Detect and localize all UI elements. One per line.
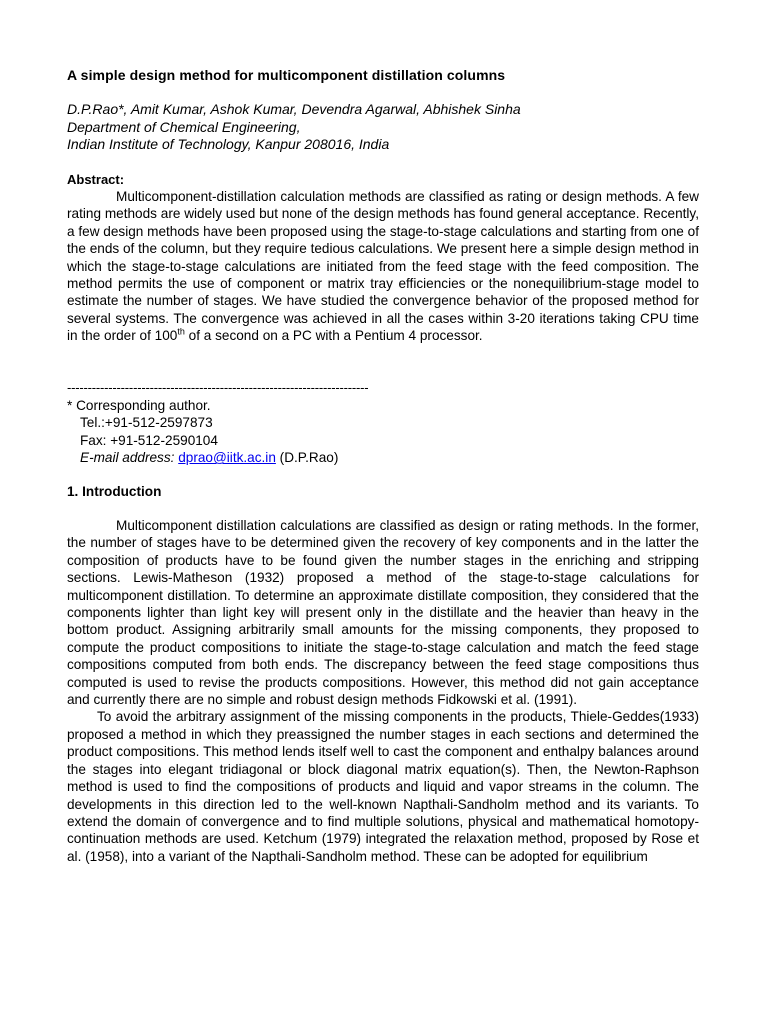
- institute: Indian Institute of Technology, Kanpur 208016, India: [67, 136, 390, 152]
- author-list: D.P.Rao*, Amit Kumar, Ashok Kumar, Devendra Agarwal, Abhishek Sinha: [67, 101, 521, 117]
- paper-title: A simple design method for multicomponent distillation columns: [67, 67, 506, 83]
- author-block: [67, 101, 521, 154]
- introduction-body: [67, 517, 699, 865]
- abstract-end: of a second on a PC with a Pentium 4 processor.: [184, 328, 483, 344]
- email-suffix: (D.P.Rao): [275, 450, 339, 466]
- intro-paragraph-1: Multicomponent distillation calculations are classified as design or rating methods. In the former, the number of stages have to be determined given the recovery of key components and in the latter the composition of products have to be found given the number stages in the enriching and stripping sections. Lewis-Matheson (1932) proposed a method of the stage-to-stage calculations for multicomponent distillation. To determine an approximate distillate composition, they considered that the components lighter than light key will present only in the distillate and the heavier than heavy in the bottom product. Assigning arbitrarily small amounts for the missing components, they proposed to compute the product compositions to initiate the stage-to-stage calculation and match the feed stage compositions computed from both ends. The discrepancy between the feed stage compositions thus computed is used to revise the products compositions. However, this method did not gain acceptance and currently there are no simple and robust design methods Fidkowski et al. (1991).: [67, 518, 699, 708]
- footnote: [67, 397, 338, 467]
- abstract-text: [67, 188, 699, 345]
- corresponding-author: * Corresponding author.: [67, 398, 211, 413]
- abstract-body: Multicomponent-distillation calculation methods are classified as rating or design methods. A few rating methods are widely used but none of the design methods has found general acceptance. Recently, a few design methods have been proposed using the stage-to-stage calculations and starting from one of the ends of the column, but they require tedious calculations. We present here a simple design method in which the stage-to-stage calculations are initiated from the feed stage with the feed composition. The method permits the use of component or matrix tray efficiencies or the nonequilibrium-stage model to estimate the number of stages. We have studied the convergence behavior of the proposed method for several systems. The convergence was achieved in all the cases within 3-20 iterations taking CPU time in the order of 100: [67, 189, 699, 344]
- intro-paragraph-2: To avoid the arbitrary assignment of the missing components in the products, Thiele-Geddes(1933) proposed a method in which they preassigned the number stages in each sections and determined the product compositions. This method lends itself well to cast the component and enthalpy balances around the stages into elegant tridiagonal or block diagonal matrix equation(s). Then, the Newton-Raphson method is used to find the compositions of products and liquid and vapor streams in the column. The developments in this direction led to the well-known Napthali-Sandholm method and its variants. To extend the domain of convergence and to find multiple solutions, physical and mathematical homotopy-continuation methods are used. Ketchum (1979) integrated the relaxation method, proposed by Rose et al. (1958), into a variant of the Napthali-Sandholm method. These can be adopted for equilibrium: [67, 709, 699, 864]
- email-line: [67, 449, 338, 466]
- abstract-heading: Abstract:: [67, 172, 125, 187]
- fax-number: Fax: +91-512-2590104: [80, 432, 218, 448]
- department: Department of Chemical Engineering,: [67, 118, 301, 135]
- abstract-superscript: th: [177, 326, 185, 337]
- footnote-separator: -------------------------------------------------------------------------: [67, 380, 369, 395]
- email-link[interactable]: dprao@iitk.ac.in: [178, 450, 276, 466]
- section-heading-introduction: 1. Introduction: [67, 484, 162, 499]
- email-label: E-mail address:: [80, 450, 175, 466]
- phone-number: Tel.:+91-512-2597873: [80, 415, 213, 431]
